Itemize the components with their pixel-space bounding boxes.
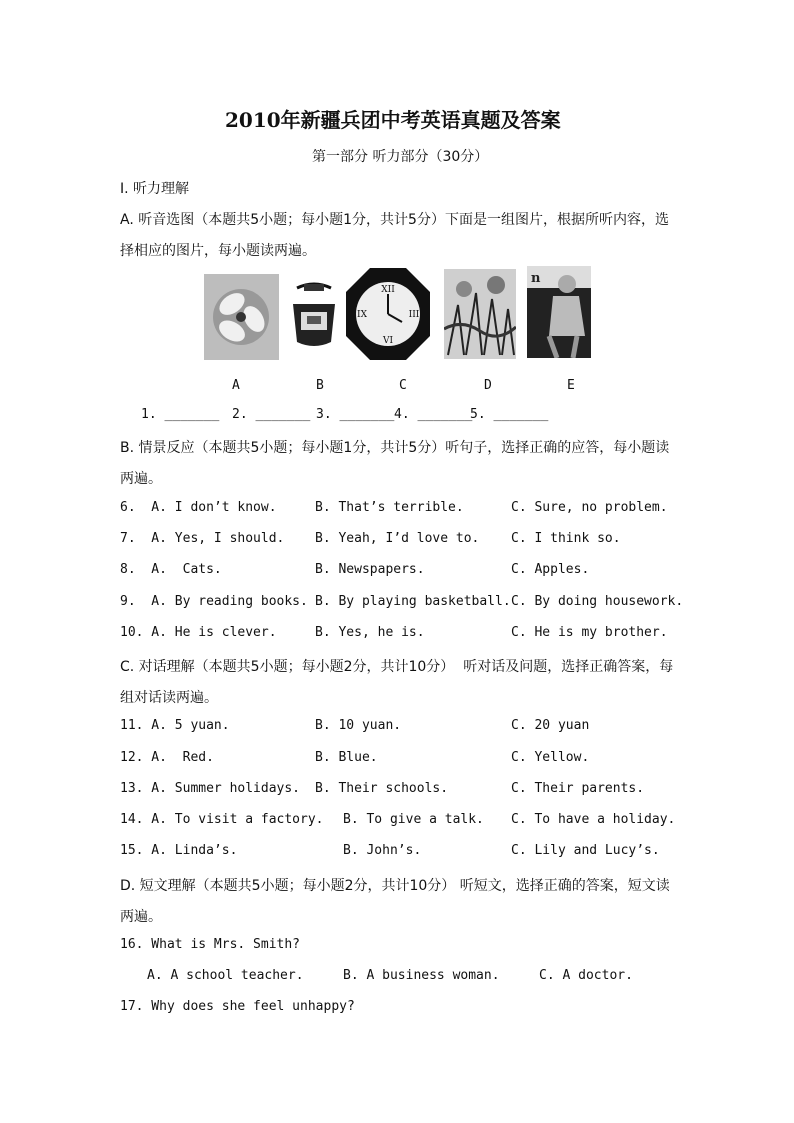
answer-blank-1: 1. _______ [141, 407, 220, 422]
answer-blank-5: 5. _______ [470, 407, 549, 422]
q11-option-c: C. 20 yuan [511, 718, 590, 733]
q7-option-a: 7. A. Yes, I should. [120, 531, 285, 546]
picture-b-basket [287, 282, 341, 350]
picture-label-b: B [316, 378, 324, 393]
q6-option-b: B. That’s terrible. [315, 500, 464, 515]
picture-label-c: C [399, 378, 407, 393]
picture-a-fan [204, 274, 279, 360]
q13-option-a: 13. A. Summer holidays. [120, 781, 301, 796]
q16-stem: 16. What is Mrs. Smith? [120, 937, 301, 952]
q9-option-a: 9. A. By reading books. [120, 594, 308, 609]
q16-option-a: A. A school teacher. [147, 968, 304, 983]
q16-option-c: C. A doctor. [539, 968, 633, 983]
q11-option-b: B. 10 yuan. [315, 718, 402, 733]
picture-d-garden [444, 269, 516, 359]
q16-option-b: B. A business woman. [343, 968, 500, 983]
section-d-instruction-line1: D. 短文理解（本题共5小题；每小题2分，共计10分） 听短文，选择正确的答案，短文读 [120, 878, 670, 894]
answer-blank-2: 2. _______ [232, 407, 311, 422]
q14-option-b: B. To give a talk. [343, 812, 484, 827]
q6-option-c: C. Sure, no problem. [511, 500, 668, 515]
part-heading: 第一部分 听力部分（30分） [312, 149, 489, 165]
section-d-instruction-line2: 两遍。 [120, 909, 162, 925]
svg-text:XII: XII [381, 285, 395, 295]
q17-stem: 17. Why does she feel unhappy? [120, 999, 355, 1014]
page-title: 2010年新疆兵团中考英语真题及答案 [225, 108, 561, 132]
q10-option-c: C. He is my brother. [511, 625, 668, 640]
section-c-instruction-line2: 组对话读两遍。 [120, 690, 218, 706]
svg-text:VI: VI [382, 336, 394, 346]
picture-label-d: D [484, 378, 492, 393]
q10-option-b: B. Yes, he is. [315, 625, 425, 640]
answer-blank-3: 3. _______ [316, 407, 395, 422]
q15-option-b: B. John’s. [343, 843, 422, 858]
picture-label-e: E [567, 378, 575, 393]
q13-option-c: C. Their parents. [511, 781, 645, 796]
section-b-instruction-line1: B. 情景反应（本题共5小题；每小题1分，共计5分）听句子，选择正确的应答，每小题读 [120, 440, 670, 456]
section-heading: Ⅰ. 听力理解 [120, 181, 190, 197]
q14-option-a: 14. A. To visit a factory. [120, 812, 324, 827]
q12-option-a: 12. A. Red. [120, 750, 214, 765]
q7-option-b: B. Yeah, I’d love to. [315, 531, 480, 546]
q15-option-a: 15. A. Linda’s. [120, 843, 238, 858]
q10-option-a: 10. A. He is clever. [120, 625, 277, 640]
q14-option-c: C. To have a holiday. [511, 812, 676, 827]
q8-option-a: 8. A. Cats. [120, 562, 222, 577]
svg-text:n: n [531, 271, 541, 286]
q15-option-c: C. Lily and Lucy’s. [511, 843, 660, 858]
q9-option-c: C. By doing housework. [511, 594, 684, 609]
q12-option-c: C. Yellow. [511, 750, 590, 765]
q6-option-a: 6. A. I don’t know. [120, 500, 277, 515]
q13-option-b: B. Their schools. [315, 781, 449, 796]
svg-text:IX: IX [357, 310, 367, 320]
picture-c-clock [344, 266, 432, 362]
q8-option-c: C. Apples. [511, 562, 590, 577]
section-a-instruction-line1: A. 听音选图（本题共5小题；每小题1分，共计5分）下面是一组图片，根据所听内容，选 [120, 212, 669, 228]
q9-option-b: B. By playing basketball. [315, 594, 511, 609]
q12-option-b: B. Blue. [315, 750, 378, 765]
svg-text:III: III [408, 310, 420, 320]
q8-option-b: B. Newspapers. [315, 562, 425, 577]
picture-e-person [527, 266, 591, 358]
section-a-instruction-line2: 择相应的图片，每小题读两遍。 [120, 243, 316, 259]
q11-option-a: 11. A. 5 yuan. [120, 718, 230, 733]
q7-option-c: C. I think so. [511, 531, 621, 546]
picture-label-a: A [232, 378, 240, 393]
section-b-instruction-line2: 两遍。 [120, 471, 162, 487]
answer-blank-4: 4. _______ [394, 407, 473, 422]
section-c-instruction-line1: C. 对话理解（本题共5小题；每小题2分，共计10分） 听对话及问题，选择正确答案，每 [120, 659, 674, 675]
